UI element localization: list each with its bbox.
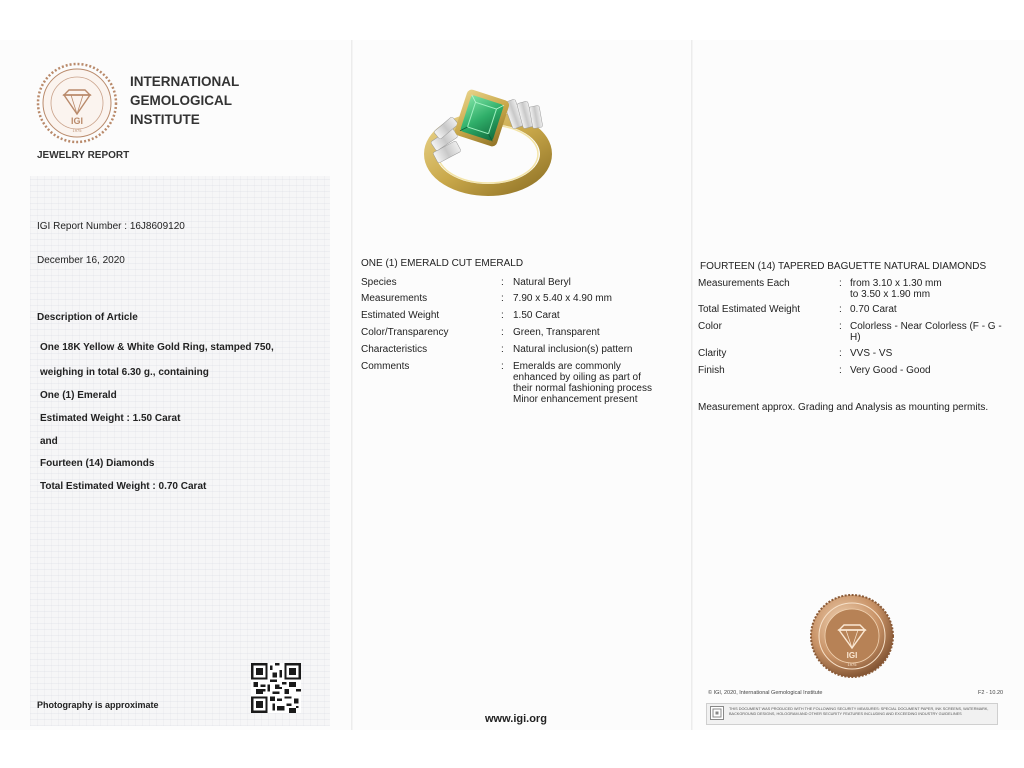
fold-line: [351, 40, 353, 730]
row-value: [513, 361, 693, 405]
comment-line: Minor enhancement present: [513, 394, 638, 405]
row-value: Very Good - Good: [850, 365, 931, 376]
row-label: Species: [361, 277, 397, 288]
row-label: Comments: [361, 361, 410, 372]
row-label: Estimated Weight: [361, 310, 440, 321]
description-line: Fourteen (14) Diamonds: [40, 458, 155, 469]
qr-code[interactable]: [251, 663, 301, 713]
value-line: to 3.50 x 1.90 mm: [850, 289, 931, 300]
value-line: Colorless - Near Colorless (F - G -: [850, 321, 1002, 332]
institute-name: [130, 72, 239, 129]
report-page: IGI 1975 INTERNATIONAL GEMOLOGICAL INSTITUTE JEWELRY REPORT IGI Report Number : 16J8609120 December 16, 2020 Description of Article One 18K Yellow & White Gold Ring, stamped 750, weighing in total 6.30 g., containing One (1) Emerald Estimated Weight : 1.50 Carat and Fourteen (14) Diamonds Total Estimated Weight : 0.70 Carat Photography is approximate ONE (1) EMERALD CUT EMERALD Species : Natural Beryl Measurements : 7.90 x 5.40 x 4.90 mm Estimated Weight : 1.50 Carat Color/Transparency : Green, Transparent Characteristics : Natural inclusion(s) pattern Comments : Emeralds are commonly enhanced by oiling as part of their normal fashioning process Minor enhancement present www.igi.org FOURTEEN (14) TAPERED BAGUETTE NATURAL DIAMONDS Measurements Each : from 3.10 x 1.30 mm to 3.50 x 1.90 mm Total Estimated Weight : 0.70 Carat Color : Colorless - Near Colorless (F - G - H) Clarity : VVS - VS Finish : Very Good - Good Measurement approx. Grading and Analysis as mounting permits. IGI 1975 © IGI, 2020, International Gemological Institute F2 - 10.20 THIS DOCUMENT WAS PRODUCED WITH THE FOLLOWING SECURITY MEASURES: SPECIAL DOCUMENT PAPER, INK SCREENS, WATERMARK, BACKGROUND DESIGNS, HOLOGRAM AND OTHER SECURITY FEATURES INCLUDING AND EXCEEDING INDUSTRY GUIDELINES: [0, 0, 1024, 768]
row-label: Total Estimated Weight: [698, 304, 801, 315]
row-label: Color/Transparency: [361, 327, 449, 338]
row-value: 0.70 Carat: [850, 304, 897, 315]
igi-logo-icon: [36, 62, 118, 144]
emerald-heading: ONE (1) EMERALD CUT EMERALD: [361, 258, 524, 269]
institute-name-line: INSTITUTE: [130, 112, 200, 127]
photography-note: Photography is approximate: [37, 700, 159, 710]
institute-name-line: GEMOLOGICAL: [130, 93, 232, 108]
description-line: weighing in total 6.30 g., containing: [40, 367, 209, 378]
logo-year: 1975: [72, 128, 82, 133]
report-number-value: 16J8609120: [129, 221, 185, 232]
measurement-note: Measurement approx. Grading and Analysis as mounting permits.: [698, 402, 989, 413]
institute-name-line: INTERNATIONAL: [130, 74, 240, 89]
website-link[interactable]: www.igi.org: [485, 713, 547, 725]
row-label: Color: [698, 321, 722, 332]
row-label: Measurements Each: [698, 278, 790, 289]
row-value: 1.50 Carat: [513, 310, 560, 321]
description-line: One (1) Emerald: [40, 390, 117, 401]
row-value: Natural inclusion(s) pattern: [513, 344, 633, 355]
row-label: Clarity: [698, 348, 727, 359]
row-value: VVS - VS: [850, 348, 893, 359]
description-heading: Description of Article: [37, 312, 138, 323]
comment-line: enhanced by oiling as part of: [513, 372, 641, 383]
report-number-label: IGI Report Number :: [37, 221, 128, 232]
copyright: © IGI, 2020, International Gemological Institute: [708, 690, 823, 696]
seal-text: IGI: [846, 651, 858, 660]
value-line: from 3.10 x 1.30 mm: [850, 278, 942, 289]
row-value: [850, 321, 1024, 343]
description-line: Total Estimated Weight : 0.70 Carat: [40, 481, 207, 492]
comment-line: Emeralds are commonly: [513, 361, 621, 372]
report-date: December 16, 2020: [37, 255, 125, 266]
row-label: Measurements: [361, 293, 428, 304]
description-line: Estimated Weight : 1.50 Carat: [40, 413, 181, 424]
value-line: H): [850, 332, 861, 343]
description-line: One 18K Yellow & White Gold Ring, stamped 750,: [40, 342, 274, 353]
row-value: Natural Beryl: [513, 277, 571, 288]
row-value: [850, 278, 1024, 300]
description-line: and: [40, 436, 58, 447]
comment-line: their normal fashioning process: [513, 383, 652, 394]
report-type: JEWELRY REPORT: [37, 150, 130, 161]
igi-seal-icon: [810, 594, 894, 678]
security-notice: [706, 703, 998, 725]
logo-text: IGI: [70, 116, 84, 126]
security-text: THIS DOCUMENT WAS PRODUCED WITH THE FOLLOWING SECURITY MEASURES: SPECIAL DOCUMENT PAPER, INK SCREENS, WATERMARK, BACKGROUND DESIGNS, HOLOGRAM AND OTHER SECURITY FEATURES INCLUDING AND EXCEEDING INDUSTRY GUIDELINES: [729, 707, 989, 716]
row-label: Finish: [698, 365, 725, 376]
diamonds-heading: FOURTEEN (14) TAPERED BAGUETTE NATURAL DIAMONDS: [700, 261, 987, 272]
seal-year: 1975: [847, 662, 857, 667]
row-value: Green, Transparent: [513, 327, 600, 338]
row-value: 7.90 x 5.40 x 4.90 mm: [513, 293, 612, 304]
report-number: [37, 221, 185, 232]
security-icon: [710, 706, 724, 720]
form-code: F2 - 10.20: [978, 690, 1004, 696]
row-label: Characteristics: [361, 344, 428, 355]
ring-photo: [420, 84, 562, 196]
